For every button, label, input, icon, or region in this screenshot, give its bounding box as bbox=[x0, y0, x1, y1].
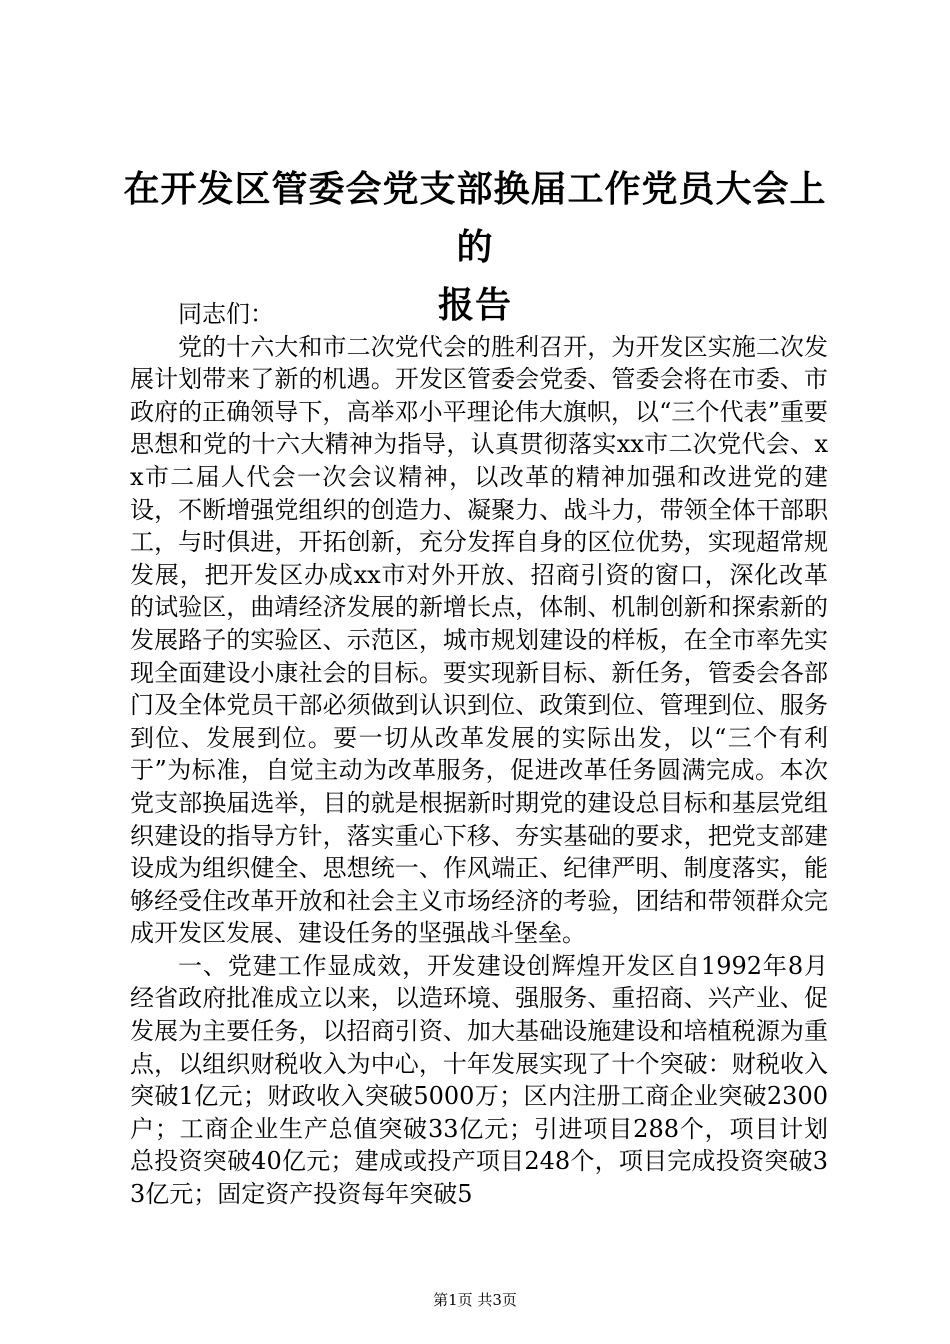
title-line-1: 在开发区管委会党支部换届工作党员大会上的 bbox=[123, 168, 827, 268]
paragraph-2: 一、党建工作显成效，开发建设创辉煌开发区自1992年8月经省政府批准成立以来，以造环境、强服务、重招商、兴产业、促发展为主要任务，以招商引资、加大基础设施建设和培植税源为重点，以组织财税收入为中心，十年发展实现了十个突破：财税收入突破1亿元；财政收入突破5000万；区内注册工商企业突破2300户；工商企业生产总值突破33亿元；引进项目288个，项目计划总投资突破40亿元；建成或投产项目248个，项目完成投资突破33亿元；固定资产投资每年突破5 bbox=[130, 951, 828, 1209]
document-body bbox=[130, 298, 828, 1211]
paragraph-1: 党的十六大和市二次党代会的胜利召开，为开发区实施二次发展计划带来了新的机遇。开发区管委会党委、管委会将在市委、市政府的正确领导下，高举邓小平理论伟大旗帜，以“三个代表”重要思想和党的十六大精神为指导，认真贯彻落实xx市二次党代会、xx市二届人代会一次会议精神，以改革的精神加强和改进党的建设，不断增强党组织的创造力、凝聚力、战斗力，带领全体干部职工，与时俱进，开拓创新，充分发挥自身的区位优势，实现超常规发展，把开发区办成xx市对外开放、招商引资的窗口，深化改革的试验区，曲靖经济发展的新增长点，体制、机制创新和探索新的发展路子的实验区、示范区，城市规划建设的样板，在全市率先实现全面建设小康社会的目标。要实现新目标、新任务，管委会各部门及全体党员干部必须做到认识到位、政策到位、管理到位、服务到位、发展到位。要一切从改革发展的实际出发，以“三个有利于”为标准，自觉主动为改革服务，促进改革任务圆满完成。本次党支部换届选举，目的就是根据新时期党的建设总目标和基层党组织建设的指导方针，落实重心下移、夯实基础的要求，把党支部建设成为组织健全、思想统一、作风端正、纪律严明、制度落实，能够经受住改革开放和社会主义市场经济的考验，团结和带领群众完成开发区发展、建设任务的坚强战斗堡垒。 bbox=[130, 332, 828, 948]
title-line-2: 报告 bbox=[437, 284, 512, 326]
salutation: 同志们： bbox=[178, 300, 274, 328]
page-footer: 第1页 共3页 bbox=[433, 1291, 517, 1309]
